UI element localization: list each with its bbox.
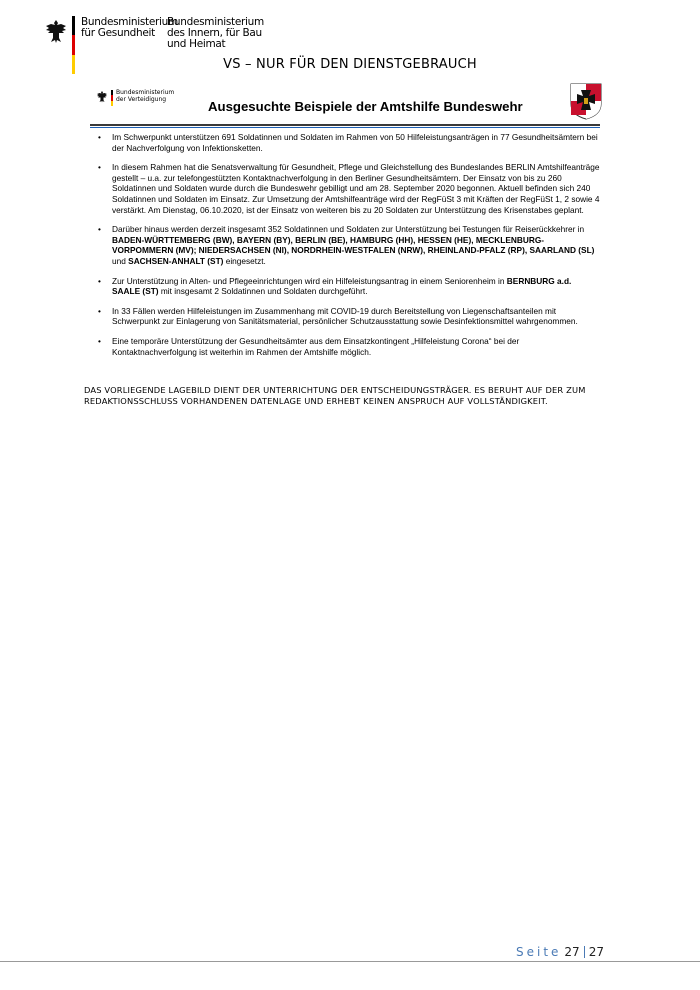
bullet-text: Im Schwerpunkt unterstützen 691 Soldatinnen und Soldaten im Rahmen von 50 Hilfeleistungsanträgen in 77 Gesundheitsämtern bei der Nachverfolgung von Infektionsketten. bbox=[112, 132, 598, 153]
federal-eagle-icon bbox=[44, 18, 68, 44]
flag-red bbox=[72, 35, 75, 54]
page-label: Seite bbox=[516, 945, 562, 959]
ministry-health-name: Bundesministerium für Gesundheit bbox=[81, 16, 178, 39]
bundeswehr-crest-icon bbox=[568, 82, 604, 120]
slide-title: Ausgesuchte Beispiele der Amtshilfe Bundeswehr bbox=[208, 99, 523, 114]
bmvg-logo bbox=[96, 90, 174, 106]
bullet-list bbox=[96, 132, 601, 366]
bullet-bold-text: SACHSEN-ANHALT (ST) bbox=[128, 255, 224, 266]
bullet-text: mit insgesamt 2 Soldatinnen und Soldaten durchgeführt. bbox=[158, 286, 368, 297]
bullet-item bbox=[96, 336, 601, 357]
bullet-bold-text: BERNBURG a.d. SAALE (ST) bbox=[112, 275, 572, 297]
classification-label: VS – NUR FÜR DEN DIENSTGEBRAUCH bbox=[223, 57, 477, 72]
page-number bbox=[516, 945, 604, 959]
bullet-item bbox=[96, 306, 601, 327]
header-divider bbox=[90, 124, 600, 126]
bullet-text: eingesetzt. bbox=[223, 255, 266, 266]
flag-black bbox=[72, 16, 75, 35]
bullet-text: Zur Unterstützung in Alten- und Pflegeeinrichtungen wird ein Hilfeleistungsantrag in einem Seniorenheim in bbox=[112, 275, 507, 286]
ministry-defence-name: Bundesministerium der Verteidigung bbox=[116, 89, 175, 103]
bullet-text: In diesem Rahmen hat die Senatsverwaltung für Gesundheit, Pflege und Gleichstellung des Bundeslandes BERLIN Amtshilfeanträge gestellt – u.a. zur telefongestützten Kontaktnachverfolgung in den Berliner Gesundheitsämtern. Der Einsatz von bis zu 260 Soldatinnen und Soldaten wurde durch die Bundeswehr gebilligt und am 28. September 2020 begonnen. Aktuell befinden sich 240 Soldatinnen und Soldaten im Einsatz. Zur Umsetzung der Amtshilfeanträge wird der RegFüSt 3 mit Kräften der RegFüSt 1, 2 sowie 4 verstärkt. Am Dienstag, 06.10.2020, ist der Einsatz von weiteren bis zu 20 Soldaten zur Unterstützung des Krisenstabes geplant. bbox=[112, 162, 600, 215]
page-current: 27 bbox=[564, 945, 580, 959]
disclaimer: DAS VORLIEGENDE LAGEBILD DIENT DER UNTERRICHTUNG DER ENTSCHEIDUNGSTRÄGER. ES BERUHT AUF DER ZUM REDAKTIONSSCHLUSS VORHANDENEN DATENLAGE UND ERHEBT KEINEN ANSPRUCH AUF VOLLSTÄNDIGKEIT. bbox=[84, 385, 586, 406]
bullet-item bbox=[96, 224, 601, 266]
bullet-text: Eine temporäre Unterstützung der Gesundheitsämter aus dem Einsatzkontingent „Hilfeleistung Corona“ bei der Kontaktnachverfolgung ist weiterhin im Rahmen der Amtshilfe möglich. bbox=[112, 335, 520, 357]
footer-divider bbox=[0, 961, 700, 962]
bullet-text: In 33 Fällen werden Hilfeleistungen im Zusammenhang mit COVID-19 durch Bereitstellung von Liegenschaftsanteilen mit Schwerpunkt zur Einlagerung von Sanitätsmaterial, persönlicher Schutzausstattung sowie Desinfektionsmittel wahrgenommen. bbox=[112, 305, 578, 327]
ministry-interior-name: Bundesministerium des Innern, für Bau und Heimat bbox=[167, 16, 264, 50]
page-separator bbox=[584, 946, 585, 958]
bullet-bold-text: BADEN-WÜRTTEMBERG (BW), BAYERN (BY), BERLIN (BE), HAMBURG (HH), HESSEN (HE), MECKLENBURG-VORPOMMERN (MV); NIEDERSACHSEN (NI), NORDRHEIN-WESTFALEN (NRW), RHEINLAND-PFALZ (RP), SAARLAND (SL) bbox=[112, 234, 595, 256]
header-divider-accent bbox=[90, 127, 600, 128]
bullet-text: Darüber hinaus werden derzeit insgesamt 352 Soldatinnen und Soldaten zur Unterstützung bei Testungen für Reiserückkehrer in bbox=[112, 224, 585, 235]
eagle-small-icon bbox=[96, 90, 108, 103]
bullet-item bbox=[96, 132, 601, 153]
bullet-item bbox=[96, 276, 601, 297]
bullet-text: und bbox=[112, 255, 129, 266]
bullet-item bbox=[96, 162, 601, 215]
page-total: 27 bbox=[588, 945, 604, 959]
slide-header bbox=[86, 84, 604, 126]
bmvg-flag-stripe bbox=[111, 90, 113, 106]
